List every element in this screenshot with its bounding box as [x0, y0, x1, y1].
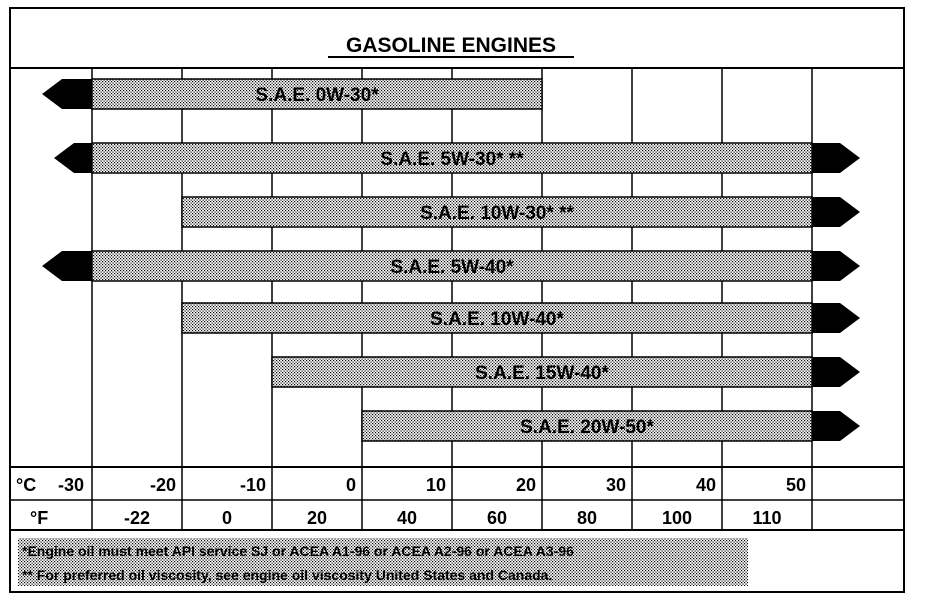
viscosity-bar-label-5: S.A.E. 15W-40*: [475, 363, 609, 384]
celsius-tick-8: 50: [785, 475, 806, 495]
viscosity-bar-label-6: S.A.E. 20W-50*: [520, 417, 654, 438]
fahrenheit-tick-6: 100: [661, 508, 693, 528]
chart-title: GASOLINE ENGINES: [345, 34, 557, 57]
fahrenheit-tick-7: 110: [752, 508, 782, 528]
celsius-tick-1: -20: [149, 475, 176, 495]
fahrenheit-axis: [30, 508, 782, 528]
viscosity-bar-label-0: S.A.E. 0W-30*: [255, 85, 379, 106]
celsius-tick-4: 10: [425, 475, 446, 495]
celsius-tick-7: 40: [695, 475, 716, 495]
fahrenheit-tick-1: 0: [221, 508, 233, 528]
celsius-tick-5: 20: [515, 475, 536, 495]
note-api-service: *Engine oil must meet API service SJ or ACEA A1-96 or ACEA A2-96 or ACEA A3-96: [22, 543, 574, 559]
fahrenheit-tick-4: 60: [486, 508, 508, 528]
viscosity-bar-label-4: S.A.E. 10W-40*: [430, 309, 564, 330]
fahrenheit-tick-2: 20: [306, 508, 328, 528]
celsius-tick-2: -10: [239, 475, 266, 495]
celsius-tick-6: 30: [605, 475, 626, 495]
viscosity-bar-label-2: S.A.E. 10W-30* **: [420, 203, 574, 224]
celsius-unit-label: °C: [16, 475, 37, 495]
fahrenheit-tick-0: -22: [123, 508, 151, 528]
viscosity-bar-label-3: S.A.E. 5W-40*: [390, 257, 514, 278]
note-preferred-viscosity: ** For preferred oil viscosity, see engine oil viscosity United States and Canada.: [22, 567, 553, 583]
celsius-tick-3: 0: [345, 475, 356, 495]
fahrenheit-tick-5: 80: [576, 508, 598, 528]
fahrenheit-tick-3: 40: [396, 508, 418, 528]
fahrenheit-unit-label: °F: [30, 508, 49, 528]
celsius-tick-0: -30: [57, 475, 84, 495]
viscosity-bar-label-1: S.A.E. 5W-30* **: [380, 149, 524, 170]
